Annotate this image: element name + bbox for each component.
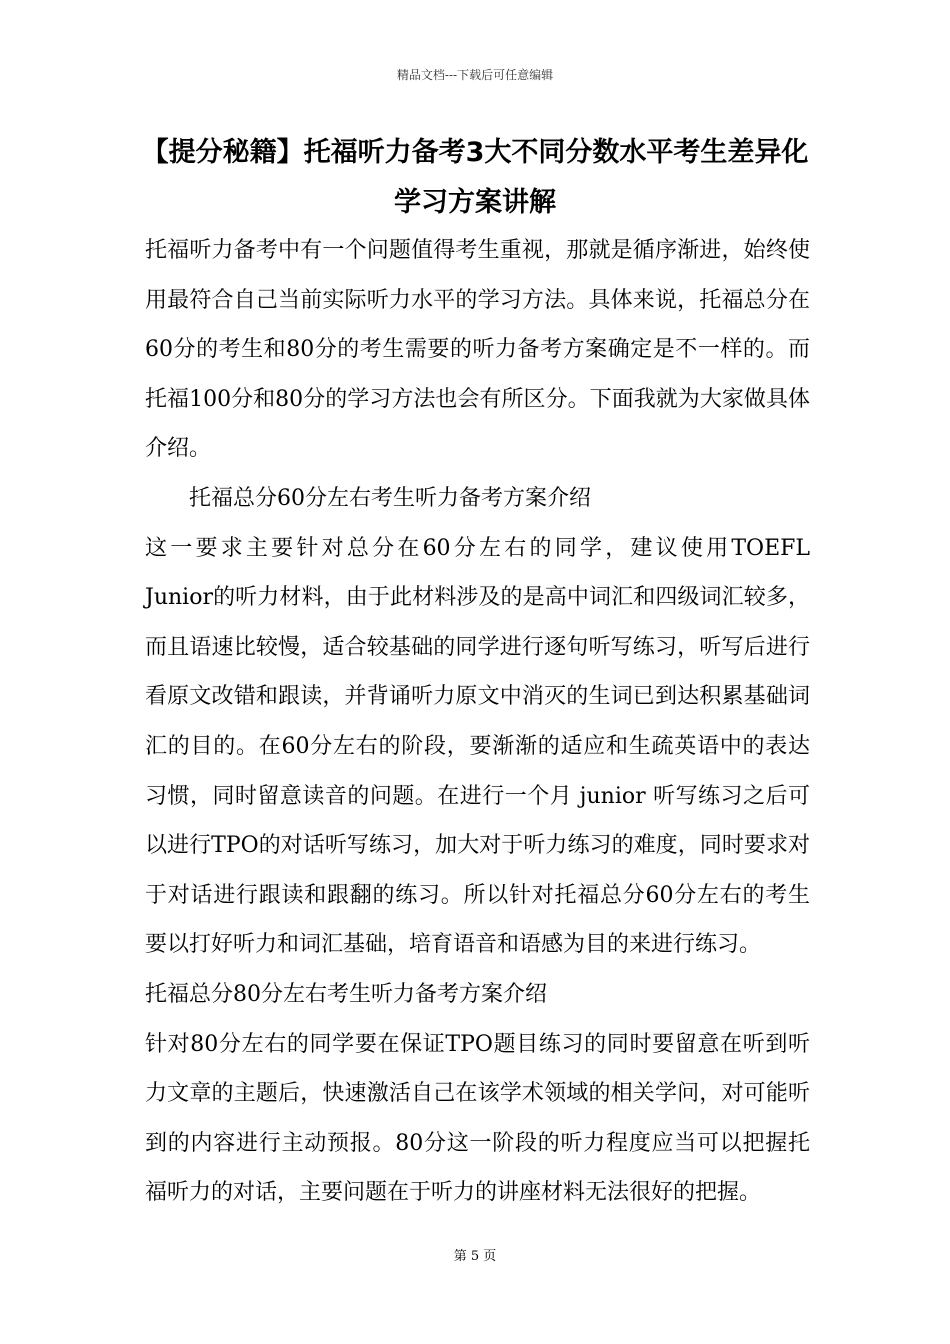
paragraph-intro: 托福听力备考中有一个问题值得考生重视，那就是循序渐进，始终使用最符合自己当前实际听力水平的学习方法。具体来说，托福总分在60分的考生和80分的考生需要的听力备考方案确定是不一样的。而托福100分和80分的学习方法也会有所区分。下面我就为大家做具体介绍。 (145, 238, 810, 462)
document-body (145, 226, 810, 1218)
paragraph-80: 针对80分左右的同学要在保证TPO题目练习的同时要留意在听到听力文章的主题后，快速激活自己在该学术领域的相关学问，对可能听到的内容进行主动预报。80分这一阶段的听力程度应当可以把握托福听力的对话，主要问题在于听力的讲座材料无法很好的把握。 (145, 1031, 810, 1206)
page-number: 第 5 页 (453, 1249, 497, 1264)
header-note: 精品文档---下载后可任意编辑 (396, 68, 554, 82)
document-title: 【提分秘籍】托福听力备考3大不同分数水平考生差异化学习方案讲解 (141, 137, 809, 218)
section-heading-80: 托福总分80分左右考生听力备考方案介绍 (145, 981, 547, 1007)
section-heading-60: 托福总分60分左右考生听力备考方案介绍 (189, 485, 591, 511)
paragraph-60: 这一要求主要针对总分在60分左右的同学，建议使用TOEFL Junior的听力材料，由于此材料涉及的是高中词汇和四级词汇较多，而且语速比较慢，适合较基础的同学进行逐句听写练习，听写后进行看原文改错和跟读，并背诵听力原文中消灭的生词已到达积累基础词汇的目的。在60分左右的阶段，要渐渐的适应和生疏英语中的表达习惯，同时留意读音的问题。在进行一个月 junior 听写练习之后可以进行TPO的对话听写练习，加大对于听力练习的难度，同时要求对于对话进行跟读和跟翻的练习。所以针对托福总分60分左右的考生要以打好听力和词汇基础，培育语音和语感为目的来进行练习。 (145, 535, 810, 958)
